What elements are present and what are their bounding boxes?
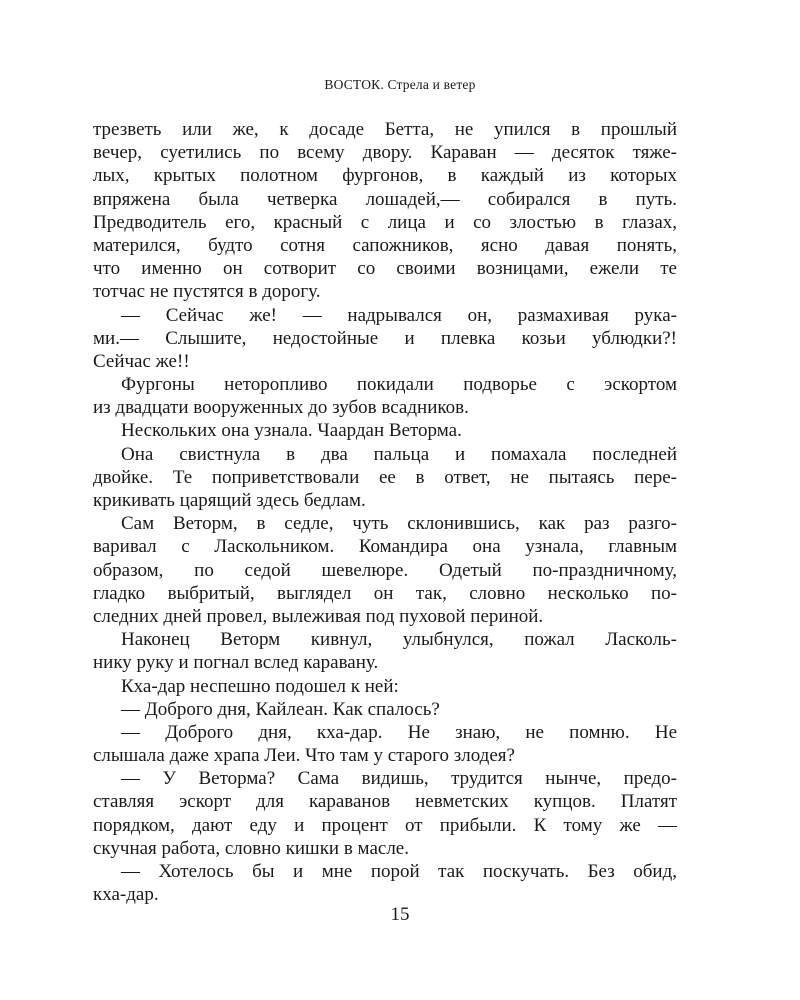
text-line: Она свистнула в два пальца и помахала последней	[121, 443, 677, 465]
text-line: ми.— Слышите, недостойные и плевка козьи ублюдки?!	[93, 327, 677, 349]
text-line: слышала даже храпа Леи. Что там у старого злодея?	[93, 745, 515, 767]
text-line: ставляя эскорт для караванов невметских купцов. Платят	[93, 791, 677, 813]
text-line: матерился, будто сотня сапожников, ясно давая понять,	[93, 234, 677, 256]
text-line: лых, крытых полотном фургонов, в каждый из которых	[93, 165, 677, 187]
text-line: Сам Веторм, в седле, чуть склонившись, как раз разго-	[121, 513, 677, 535]
text-line: скучная работа, словно кишки в масле.	[93, 837, 409, 859]
text-line: — Хотелось бы и мне порой так поскучать. Без обид,	[121, 861, 677, 882]
text-line: — Доброго дня, кха-дар. Не знаю, не помню. Не	[121, 721, 677, 743]
text-line: следних дней провел, вылеживая под пуховой периной.	[93, 605, 544, 627]
text-line: гладко выбритый, выглядел он так, словно несколько по-	[93, 582, 677, 604]
text-line: впряжена была четверка лошадей,— собирался в путь.	[93, 188, 677, 210]
page-number: 15	[390, 904, 410, 925]
text-line: — Доброго дня, Кайлеан. Как спалось?	[121, 698, 440, 720]
text-line: Наконец Веторм кивнул, улыбнулся, пожал Ласколь-	[121, 629, 677, 651]
text-line: двойке. Те поприветствовали ее в ответ, не пытаясь пере-	[93, 466, 677, 488]
text-line: вечер, суетились по всему двору. Караван — десяток тяже-	[93, 142, 677, 164]
text-line: трезветь или же, к досаде Бетта, не упился в прошлый	[93, 119, 677, 140]
text-line: кха-дар.	[93, 884, 159, 906]
text-line: крикивать царящий здесь бедлам.	[93, 490, 366, 511]
text-line: варивал с Ласкольником. Командира она узнала, главным	[93, 536, 677, 558]
text-line: порядком, дают еду и процент от прибыли. К тому же —	[93, 814, 677, 836]
text-line: — У Веторма? Сама видишь, трудится нынче, предо-	[121, 768, 677, 790]
text-line: Кха-дар неспешно подошел к ней:	[121, 675, 399, 697]
text-line: Сейчас же!!	[93, 350, 190, 372]
text-line: — Сейчас же! — надрывался он, размахивая рука-	[121, 304, 677, 326]
body-text	[93, 118, 677, 906]
text-line: Фургоны неторопливо покидали подворье с эскортом	[121, 374, 677, 396]
text-line: Предводитель его, красный с лица и со злостью в глазах,	[93, 211, 677, 233]
text-line: из двадцати вооруженных до зубов всадников.	[93, 397, 469, 419]
running-head: ВОСТОК. Стрела и ветер	[324, 77, 476, 92]
text-line: что именно он сотворит со своими возницами, ежели те	[93, 258, 677, 280]
text-line: нику руку и погнал вслед каравану.	[93, 652, 379, 674]
text-line: образом, по седой шевелюре. Одетый по-праздничному,	[93, 559, 677, 581]
text-line: Нескольких она узнала. Чаардан Веторма.	[121, 420, 462, 442]
text-line: тотчас не пустятся в дорогу.	[93, 281, 321, 303]
